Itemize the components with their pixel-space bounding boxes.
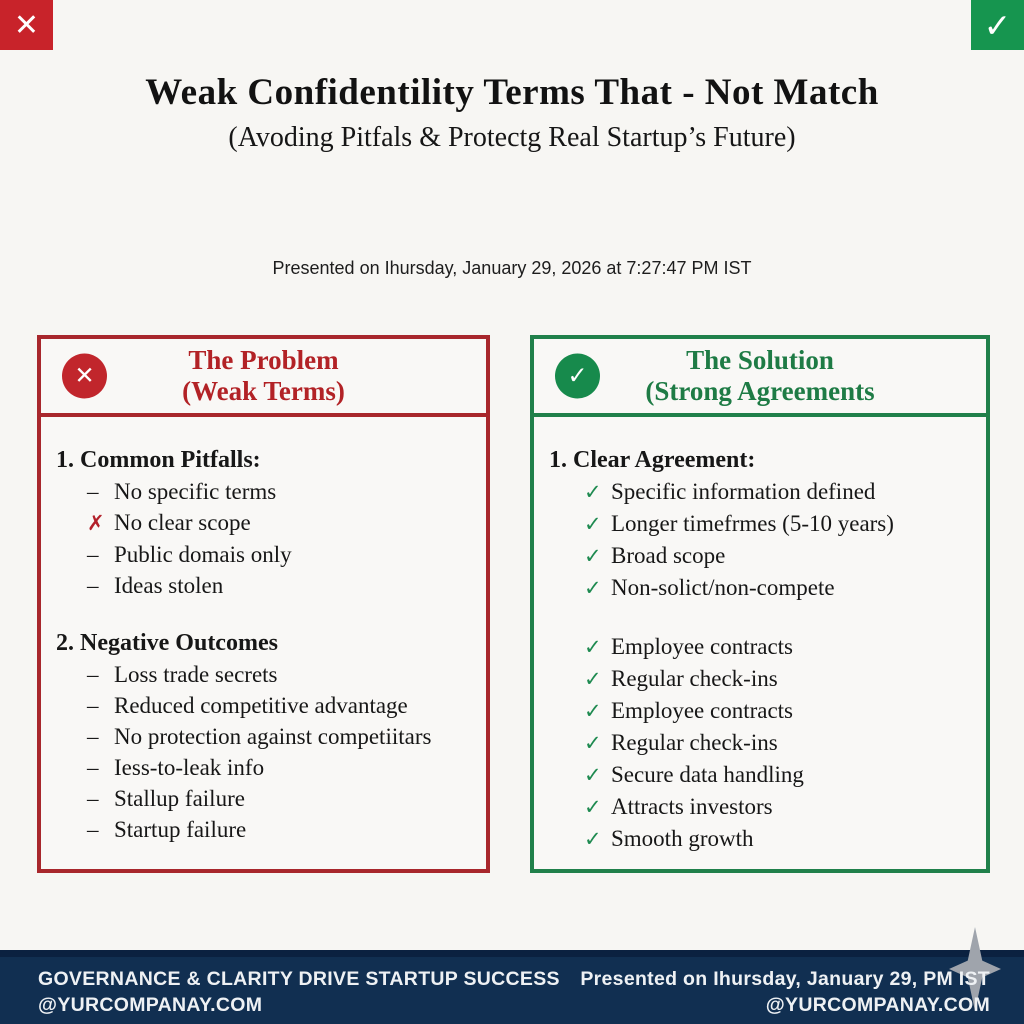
- list-item: [56, 752, 478, 783]
- list-item-text: Startup failure: [114, 817, 247, 842]
- list-item: [56, 570, 478, 601]
- problem-box-header: [41, 339, 486, 417]
- error-badge: [0, 0, 53, 50]
- list-item-text: Employee contracts: [611, 698, 794, 723]
- section-heading: 1. Clear Agreement:: [549, 447, 756, 473]
- list-item: [56, 814, 478, 845]
- list-item: [549, 631, 978, 663]
- list-item: [549, 823, 978, 855]
- dash-icon: –: [87, 786, 99, 811]
- list-item-text: Regular check-ins: [611, 666, 778, 691]
- page-title: Weak Confidentility Terms That - Not Match: [145, 72, 879, 113]
- dash-icon: –: [87, 542, 99, 567]
- list-item: [549, 476, 978, 508]
- list-item-text: No specific terms: [114, 479, 277, 504]
- list-item: [56, 539, 478, 570]
- success-badge: [971, 0, 1024, 50]
- dash-icon: –: [87, 724, 99, 749]
- list-item-text: Loss trade secrets: [114, 662, 278, 687]
- x-icon: ✗: [87, 511, 105, 535]
- list-item: [549, 663, 978, 695]
- list-item: [549, 759, 978, 791]
- x-icon: ✕: [13, 7, 40, 43]
- footer-handle-right: @YURCOMPANAY.COM: [765, 994, 990, 1016]
- list-item: [56, 507, 478, 539]
- list-item-text: Employee contracts: [611, 634, 794, 659]
- solution-box-body: [534, 417, 986, 855]
- list-item: [549, 695, 978, 727]
- footer-handle-left: @YURCOMPANAY.COM: [38, 994, 263, 1016]
- check-icon: ✓: [584, 699, 602, 723]
- list-item-text: Reduced competitive advantage: [114, 693, 408, 718]
- presented-timestamp: Presented on Ihursday, January 29, 2026 at 7:27:47 PM IST: [272, 258, 752, 278]
- check-icon: ✓: [584, 667, 602, 691]
- dash-icon: –: [87, 573, 99, 598]
- check-circle-icon: ✓: [555, 354, 600, 399]
- footer-right-block: [580, 966, 990, 1018]
- dash-icon: –: [87, 662, 99, 687]
- list-item-text: Secure data handling: [611, 762, 804, 787]
- list-item-text: Longer timefrmes (5-10 years): [611, 511, 894, 536]
- list-item-text: Specific information defined: [611, 479, 876, 504]
- check-icon: ✓: [584, 635, 602, 659]
- check-icon: ✓: [584, 795, 602, 819]
- dash-icon: –: [87, 755, 99, 780]
- problem-section-outcomes: [56, 628, 478, 845]
- solution-box-header: [534, 339, 986, 417]
- problem-section-pitfalls: [56, 445, 478, 601]
- x-circle-icon: ✕: [62, 354, 107, 399]
- list-item: [56, 690, 478, 721]
- problem-box: [37, 335, 490, 873]
- footer-left-block: [38, 966, 560, 1018]
- check-icon: ✓: [584, 827, 602, 851]
- dash-icon: –: [87, 693, 99, 718]
- list-item: [56, 476, 478, 507]
- list-item: [549, 508, 978, 540]
- list-item-text: Attracts investors: [611, 794, 773, 819]
- list-item: [56, 659, 478, 690]
- list-item-text: Public domais only: [114, 542, 292, 567]
- check-icon: ✓: [584, 512, 602, 536]
- solution-box: [530, 335, 990, 873]
- problem-title-line1: The Problem: [188, 345, 339, 375]
- list-item-text: Iess-to-leak info: [114, 755, 265, 780]
- solution-title-line2: (Strong Agreements: [645, 376, 875, 406]
- list-item-text: Ideas stolen: [114, 573, 224, 598]
- problem-box-body: [41, 417, 486, 845]
- list-item: [56, 721, 478, 752]
- footer-tagline: GOVERNANCE & CLARITY DRIVE STARTUP SUCCESS: [38, 968, 560, 990]
- solution-section-practices: [549, 631, 978, 855]
- page-subtitle: (Avoding Pitfals & Protectg Real Startup’s Future): [228, 122, 796, 153]
- list-item-text: Non-solict/non-compete: [611, 575, 835, 600]
- check-icon: ✓: [983, 5, 1012, 45]
- list-item: [549, 727, 978, 759]
- list-item: [549, 572, 978, 604]
- check-icon: ✓: [584, 480, 602, 504]
- check-icon: ✓: [584, 576, 602, 600]
- dash-icon: –: [87, 817, 99, 842]
- check-icon: ✓: [584, 544, 602, 568]
- section-heading: 1. Common Pitfalls:: [56, 447, 261, 473]
- check-icon: ✓: [584, 763, 602, 787]
- list-item-text: Broad scope: [611, 543, 726, 568]
- problem-title-line2: (Weak Terms): [182, 376, 345, 406]
- list-item-text: No protection against competiitars: [114, 724, 432, 749]
- list-item: [549, 791, 978, 823]
- solution-title-line1: The Solution: [686, 345, 834, 375]
- footer-bar: [0, 950, 1024, 1024]
- list-item-text: No clear scope: [114, 510, 251, 535]
- solution-section-agreement: [549, 445, 978, 604]
- section-heading: 2. Negative Outcomes: [56, 630, 278, 656]
- list-item-text: Smooth growth: [611, 826, 754, 851]
- list-item-text: Regular check-ins: [611, 730, 778, 755]
- dash-icon: –: [87, 479, 99, 504]
- footer-presented: Presented on Ihursday, January 29, PM IST: [580, 968, 990, 990]
- list-item-text: Stallup failure: [114, 786, 245, 811]
- list-item: [56, 783, 478, 814]
- list-item: [549, 540, 978, 572]
- check-icon: ✓: [584, 731, 602, 755]
